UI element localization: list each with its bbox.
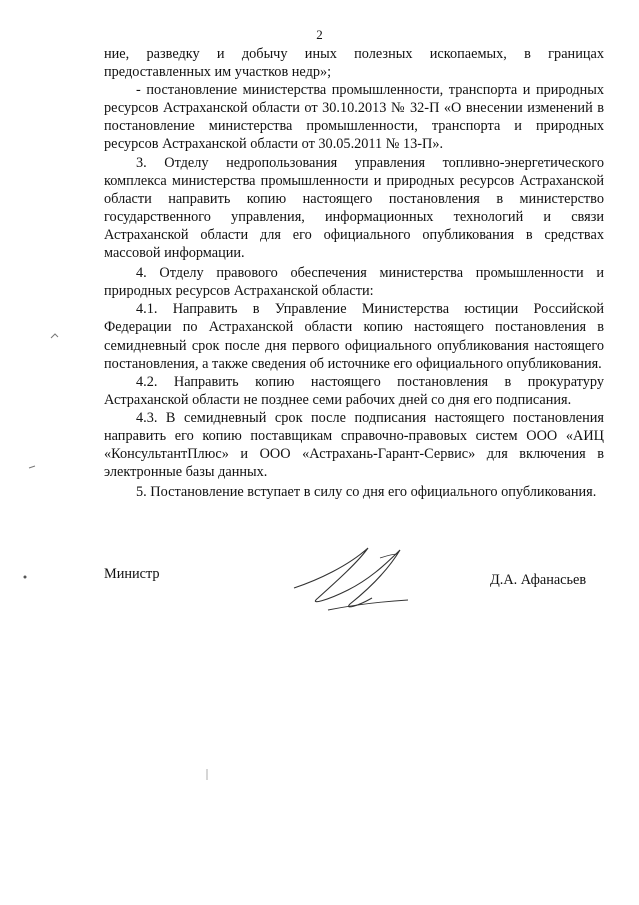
paragraph-continuation: ние, разведку и добычу иных полезных ископаемых, в границах предоставленных им участков недр»; (104, 46, 604, 81)
signatory-title: Министр (104, 566, 160, 582)
paragraph-repealed-act: - постановление министерства промышленности, транспорта и природных ресурсов Астраханской области от 30.10.2013 № 32-П «О внесении изменений в постановление министерства промышленности, транспорта и природных ресурсов Астраханской области от 30.05.2011 № 13-П». (104, 82, 604, 153)
paragraph-5: 5. Постановление вступает в силу со дня его официального опубликования. (136, 484, 597, 501)
handwritten-signature (288, 540, 418, 620)
document-body (104, 45, 604, 501)
paragraph-4-3: 4.3. В семидневный срок после подписания настоящего постановления направить его копию поставщикам справочно-правовых систем ООО «АИЦ «КонсультантПлюс» и ООО «Астрахань-Гарант-Сервис» для включения в электронные базы данных. (104, 409, 604, 481)
scan-speck (28, 464, 36, 470)
scan-speck (204, 768, 210, 782)
scan-speck (50, 332, 60, 340)
paragraph-4: 4. Отделу правового обеспечения министерства промышленности и природных ресурсов Астраханской области: (104, 265, 604, 300)
scan-speck (22, 574, 28, 580)
paragraph-4-2: 4.2. Направить копию настоящего постановления в прокуратуру Астраханской области не позднее семи рабочих дней со дня его подписания. (104, 373, 604, 408)
paragraph-3: 3. Отделу недропользования управления топливно-энергетического комплекса министерства промышленности и природных ресурсов Астраханской области направить копию настоящего постановления в министерство государственного управления, информационных технологий и связи Астраханской области для его официального опубликования в средствах массовой информации. (104, 154, 604, 262)
signatory-name: Д.А. Афанасьев (490, 572, 587, 588)
paragraph-4-1: 4.1. Направить в Управление Министерства юстиции Российской Федерации по Астраханской области копию настоящего постановления в семидневный срок после дня первого официального опубликования настоящего постановления, а также сведения об источнике его официального опубликования. (104, 301, 604, 372)
page-number: 2 (316, 27, 323, 42)
